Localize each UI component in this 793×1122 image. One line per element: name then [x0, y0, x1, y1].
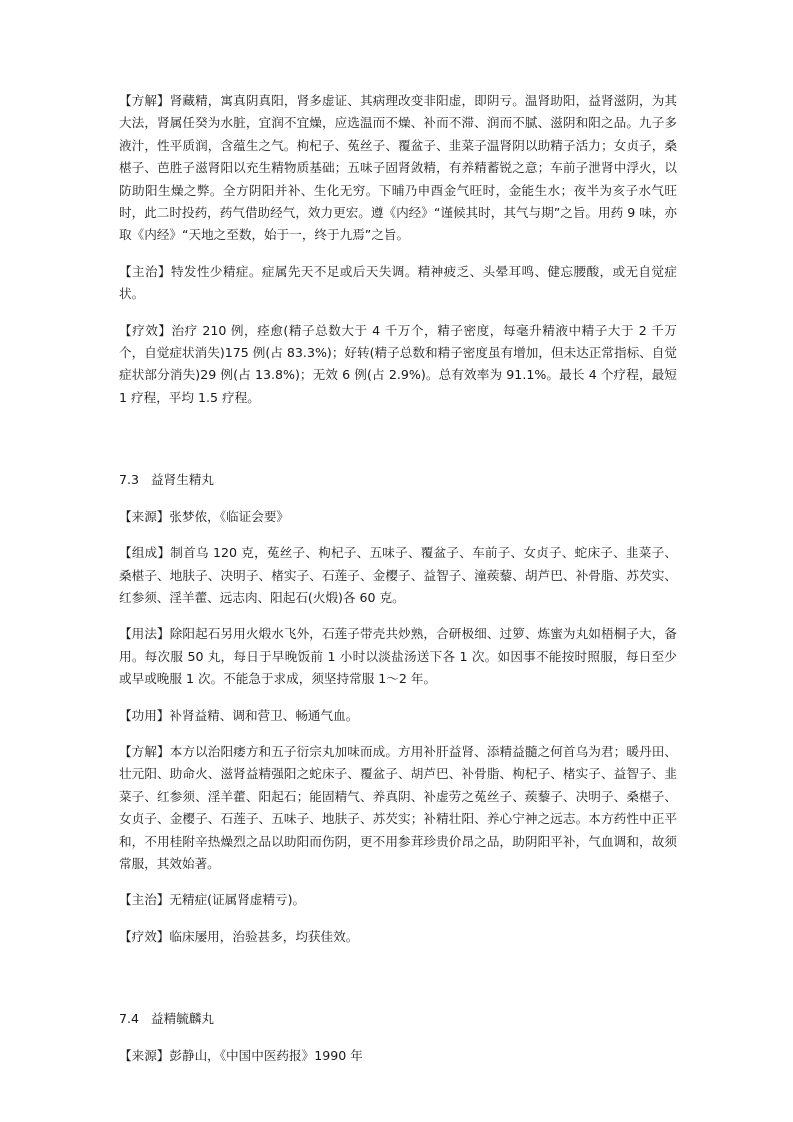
section-heading-7-4: [119, 1008, 677, 1030]
paragraph-fangjie-1: 【方解】肾藏精，寓真阴真阳，肾多虚证、其病理改变非阳虚，即阴亏。温肾助阳，益肾滋阴，为其大法，肾属任癸为水脏，宜润不宜燥，应选温而不燥、补而不滞、润而不腻、滋阴和阳之品。九子多液汁，性平质润，含蕴生之气。枸杞子、菟丝子、覆盆子、韭菜子温肾阴以助精子活力；女贞子，桑椹子、芭胜子滋肾阳以充生精物质基础；五味子固肾敛精，有养精蓄锐之意；车前子泄肾中浮火，以防助阳生燥之弊。全方阴阳并补、生化无穷。下晡乃申酉金气旺时，金能生水；夜半为亥子水气旺时，此二时投药，药气借助经气，效力更宏。遵《内经》“谨候其时，其气与期”之旨。用药 9 味，亦取《内经》“天地之至数，始于一，终于九焉”之旨。: [119, 93, 678, 243]
paragraph-laiyuan-2: 【来源】张梦侬，《临证会要》: [119, 508, 290, 524]
paragraph-yongfa-2: 【用法】除阳起石另用火煅水飞外，石莲子带壳共炒熟，合研极细、过箩、炼蜜为丸如梧桐子大，备用。每次服 50 丸，每日于早晚饭前 1 小时以淡盐汤送下各 1 次。如因事不能按时照服，每日至少或早或晚服 1 次。不能急于求成，须坚持常服 1～2 年。: [119, 626, 677, 687]
document-page: [119, 90, 677, 1067]
paragraph-liaoxiao-1: 【疗效】治疗 210 例，痊愈(精子总数大于 4 千万个，精子密度，每毫升精液中精子大于 2 千万个，自觉症状消失)175 例(占 83.3%)；好转(精子总数和精子密度虽有增加，但未达正常指标、自觉症状部分消失)29 例(占 13.8%)；无效 6 例(占 2.9%)。总有效率为 91.1%。最长 4 个疗程，最短 1 疗程，平均 1.5 疗程。: [119, 322, 677, 405]
section-title: 益精毓麟丸: [151, 1011, 214, 1027]
paragraph-gongyong-2: 【功用】补肾益精、调和营卫、畅通气血。: [119, 707, 359, 723]
paragraph-zucheng-2: 【组成】制首乌 120 克，菟丝子、枸杞子、五味子、覆盆子、车前子、女贞子、蛇床子、韭菜子、桑椹子、地肤子、决明子、楮实子、石莲子、金樱子、益智子、潼蒺藜、胡芦巴、补骨脂、苏芡实、红参须、淫羊藿、远志肉、阳起石(火煅)各 60 克。: [119, 545, 677, 605]
paragraph-fangjie-2: 【方解】本方以治阳痿方和五子衍宗丸加味而成。方用补肝益肾、添精益髓之何首乌为君；暖丹田、壮元阳、助命火、滋肾益精强阳之蛇床子、覆盆子、胡芦巴、补骨脂、枸杞子、楮实子、益智子、韭菜子、红参须、淫羊藿、阳起石；能固精气、养真阴、补虚劳之菟丝子、蒺藜子、决明子、桑椹子、女贞子、金樱子、石莲子、五味子、地肤子、苏芡实；补精壮阳、养心宁神之远志。本方药性中正平和，不用桂附辛热燥烈之品以助阳而伤阴，更不用参茸珍贵价昂之品，助阴阳平补，气血调和，故须常服，其效始著。: [119, 743, 677, 871]
paragraph-zhuzhi-2: 【主治】无精症(证属肾虚精亏)。: [119, 892, 306, 908]
paragraph-liaoxiao-2: 【疗效】临床屡用，治验甚多，均获佳效。: [119, 928, 359, 944]
section-number: 7.4: [119, 1011, 140, 1027]
section-number: 7.3: [119, 472, 140, 488]
paragraph-laiyuan-3: 【来源】彭静山，《中国中医药报》1990 年: [119, 1047, 363, 1063]
paragraph-zhuzhi-1: 【主治】特发性少精症。症属先天不足或后天失调。精神疲乏、头晕耳鸣、健忘腰酸，或无自觉症状。: [119, 263, 677, 302]
section-title: 益肾生精丸: [151, 472, 214, 488]
section-heading-7-3: [119, 469, 677, 491]
